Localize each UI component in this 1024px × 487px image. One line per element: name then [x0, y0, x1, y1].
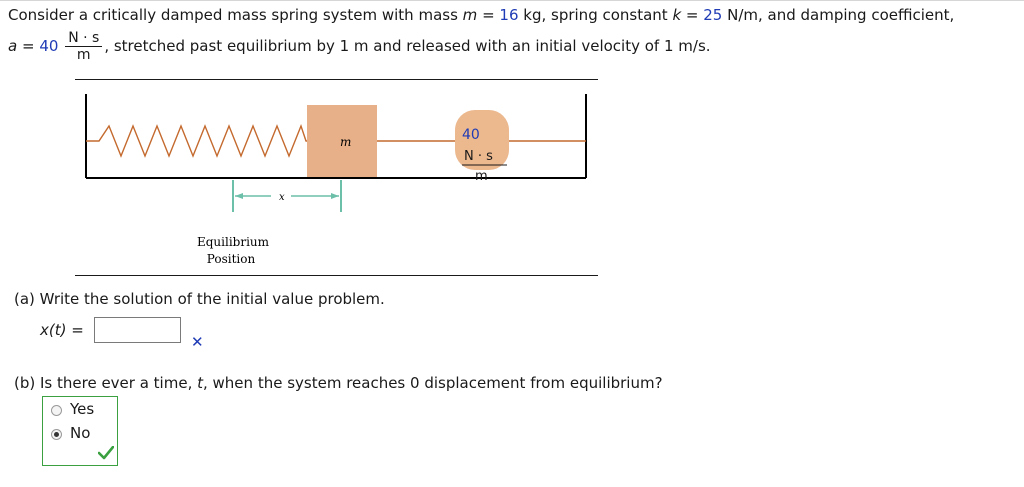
- damper-fraction-numerator: N · s: [464, 149, 493, 164]
- part-b-prompt-pre: (b) Is there ever a time,: [14, 374, 198, 392]
- part-a-lhs: [40, 321, 84, 339]
- diagram-top-rule: [75, 79, 598, 80]
- x-of-t-label: x(t): [40, 321, 67, 339]
- diagram-bottom-rule: [75, 275, 598, 276]
- damper-fraction-denominator: m: [475, 169, 488, 184]
- check-mark-icon: [98, 446, 114, 460]
- part-a-prompt: (a) Write the solution of the initial value problem.: [14, 290, 385, 308]
- k-variable: k: [672, 6, 682, 24]
- equals-sign: =: [17, 37, 40, 55]
- k-value: 25: [703, 6, 723, 24]
- x-label: x: [279, 192, 285, 203]
- spring: [86, 126, 307, 156]
- arrow-left-head: [235, 193, 243, 199]
- mass-value: 16: [499, 6, 519, 24]
- x-mark-icon: ✕: [191, 333, 204, 351]
- equilibrium-label-line1: Equilibrium: [196, 235, 270, 249]
- t-variable: t: [197, 374, 203, 392]
- fraction-numerator: N · s: [68, 30, 100, 46]
- option-yes-label[interactable]: Yes: [70, 400, 95, 418]
- mass-spring-damper-diagram: [75, 84, 605, 274]
- mass-variable: m: [462, 6, 478, 24]
- equilibrium-label-line2: Position: [206, 252, 256, 266]
- option-no-label[interactable]: No: [70, 424, 91, 442]
- problem-statement-line1: [8, 6, 954, 24]
- part-b-prompt: [14, 374, 663, 392]
- radio-yes[interactable]: [51, 405, 62, 416]
- mass-unit-text: kg, spring constant: [518, 6, 673, 24]
- problem-intro-text: Consider a critically damped mass spring system with mass: [8, 6, 463, 24]
- problem-statement-line2: [8, 30, 711, 70]
- fraction-denominator: m: [65, 46, 102, 63]
- equals-sign: =: [681, 6, 704, 24]
- problem-rest-text: , stretched past equilibrium by 1 m and released with an initial velocity of 1 m/s.: [104, 37, 711, 55]
- radio-no[interactable]: [51, 429, 62, 440]
- part-b-prompt-post: , when the system reaches 0 displacement from equilibrium?: [203, 374, 663, 392]
- top-divider: [0, 0, 1024, 1]
- a-value: 40: [39, 37, 59, 55]
- damping-unit-fraction: [65, 30, 102, 63]
- damper-value: 40: [462, 127, 480, 143]
- arrow-right-head: [331, 193, 339, 199]
- equals-sign: =: [477, 6, 500, 24]
- equals-sign: =: [66, 321, 84, 339]
- mass-label: m: [340, 135, 352, 149]
- k-unit-text: N/m, and damping coefficient,: [722, 6, 955, 24]
- answer-input-x-of-t[interactable]: [94, 317, 181, 343]
- a-variable: a: [8, 37, 18, 55]
